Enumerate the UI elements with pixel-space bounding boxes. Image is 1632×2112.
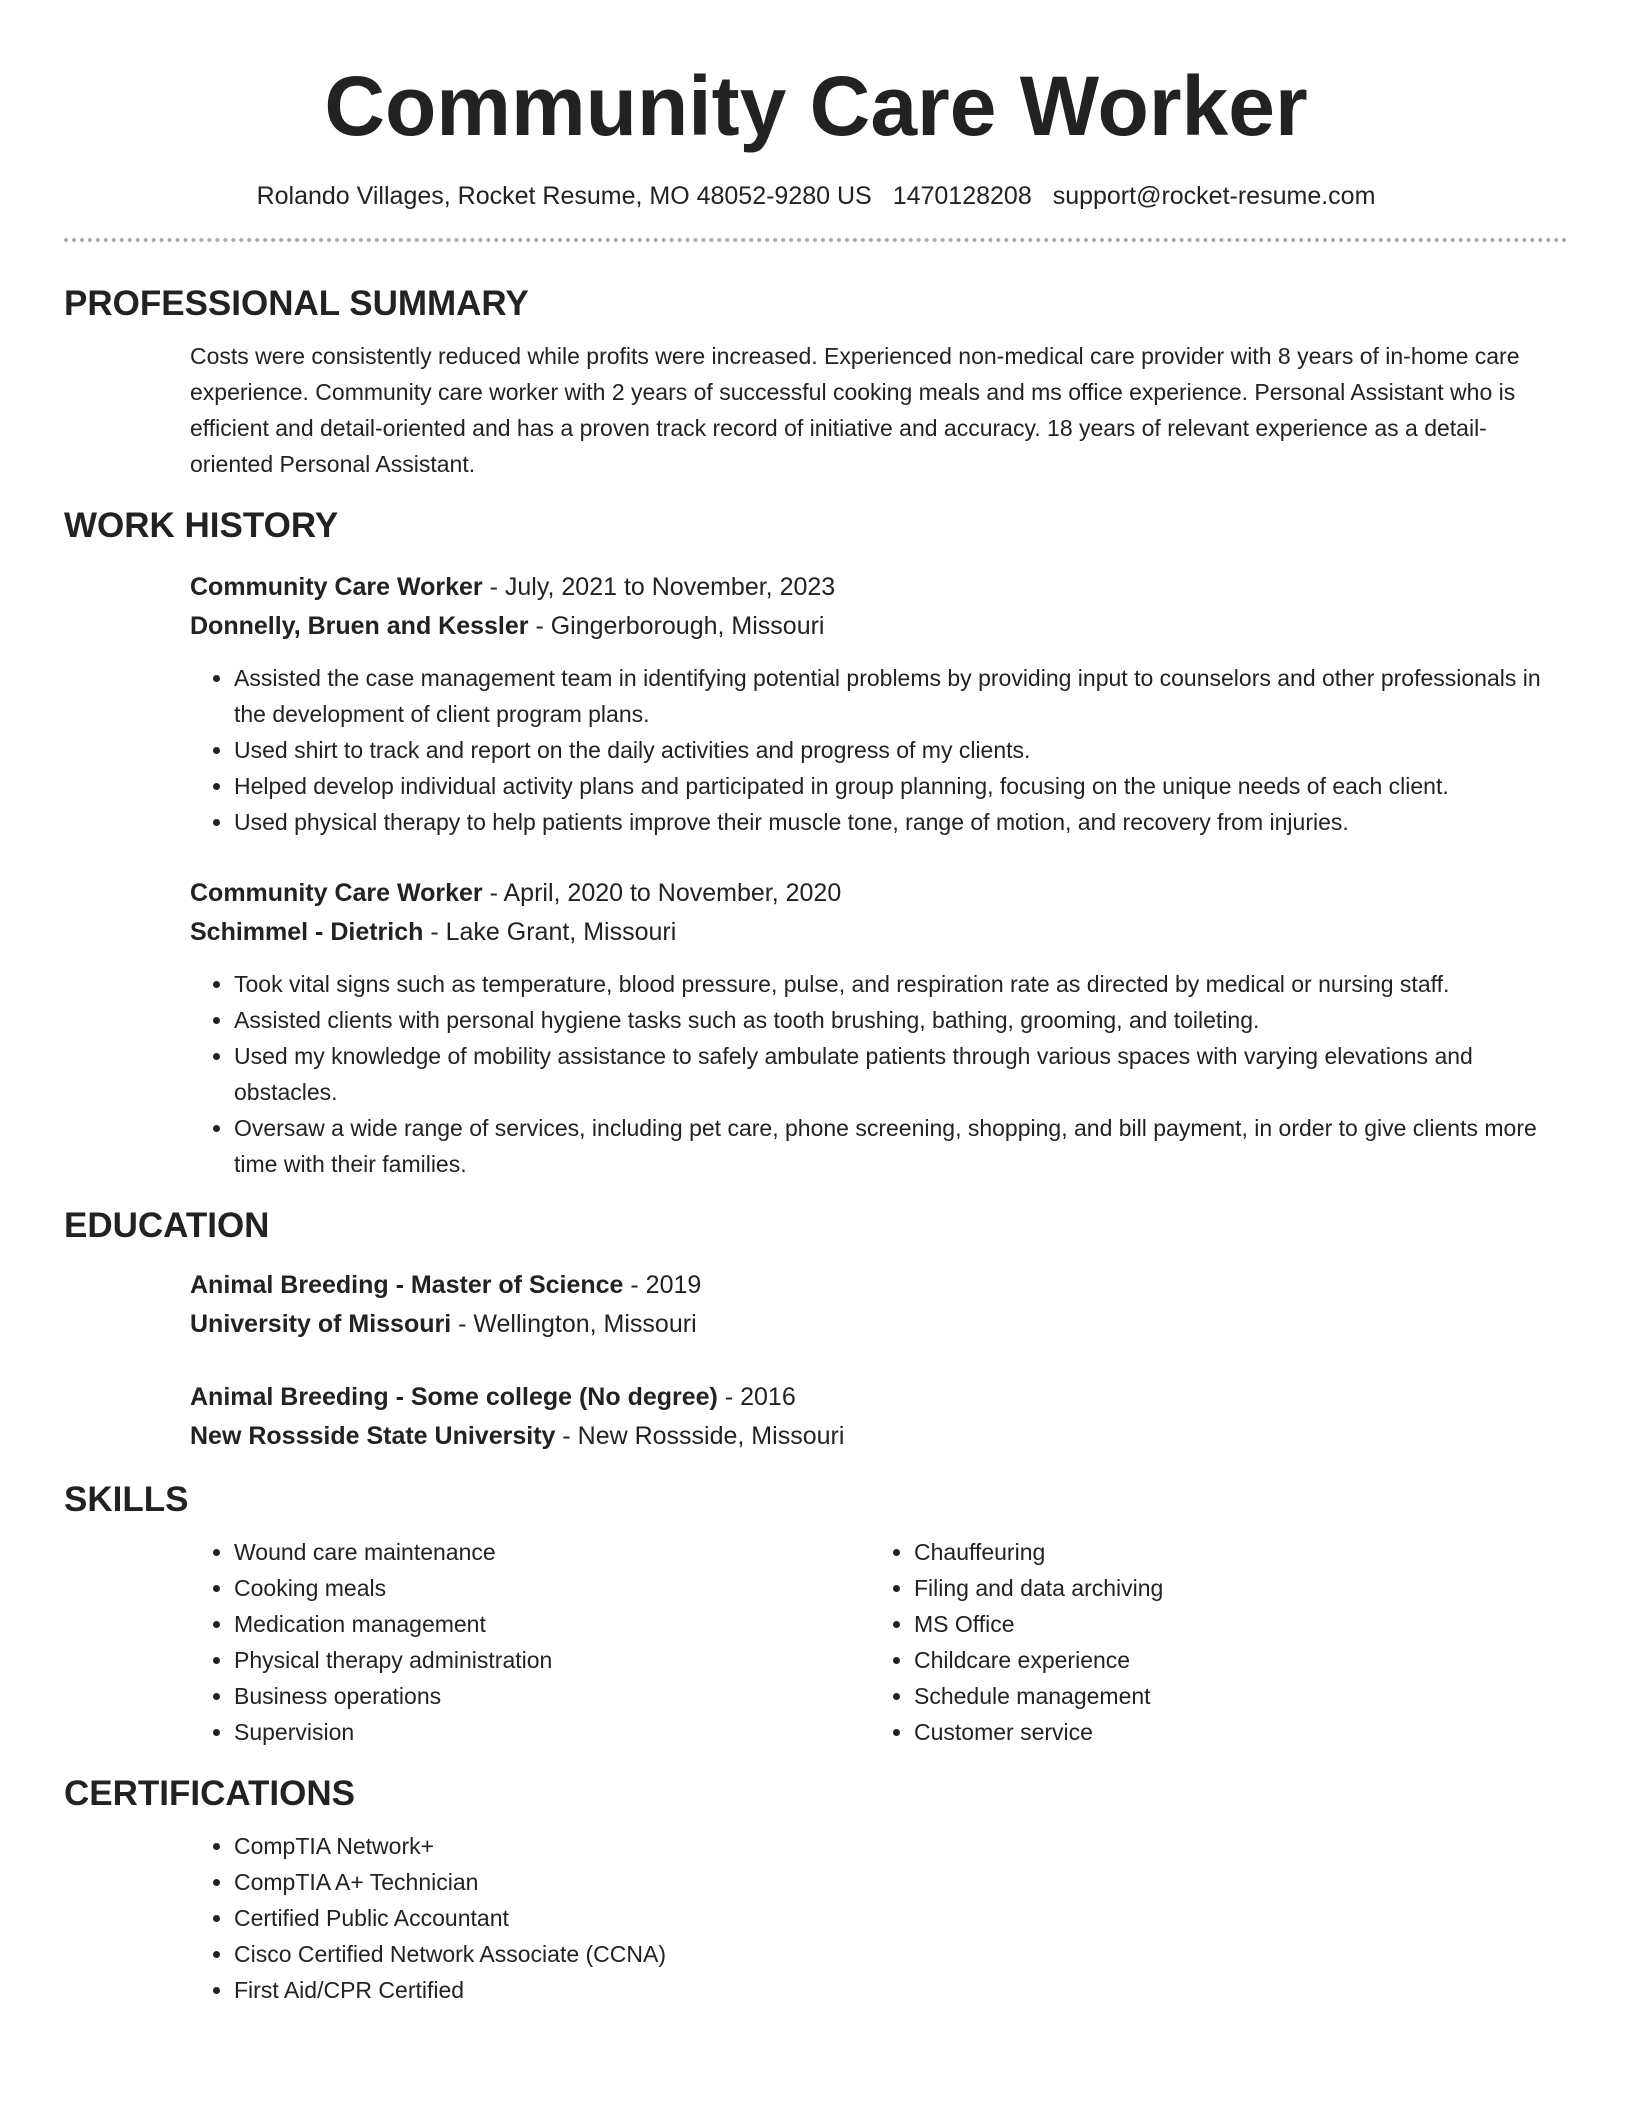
- contact-phone: 1470128208: [892, 182, 1032, 210]
- list-item: • Assisted clients with personal hygiene tasks such as tooth brushing, bathing, grooming, and toileting.: [234, 1002, 1568, 1038]
- list-item: • Schedule management: [914, 1678, 1430, 1714]
- resume-name: Community Care Worker: [324, 59, 1308, 153]
- school-line: [190, 1417, 1568, 1456]
- list-item: • CompTIA Network+: [234, 1828, 1568, 1864]
- list-item: • Cooking meals: [234, 1570, 870, 1606]
- school-name: New Rossside State University: [190, 1422, 556, 1450]
- list-item: • Supervision: [234, 1714, 870, 1750]
- degree-line: [190, 1266, 1568, 1305]
- job-company-line: [190, 607, 1568, 646]
- job-entry: [190, 874, 1568, 1182]
- list-item: • Business operations: [234, 1678, 870, 1714]
- list-item: • Took vital signs such as temperature, blood pressure, pulse, and respiration rate as directed by medical or nursing staff.: [234, 966, 1568, 1002]
- list-item: • Used shirt to track and report on the daily activities and progress of my clients.: [234, 732, 1568, 768]
- contact-line: [64, 180, 1568, 212]
- education-section: [64, 1204, 1568, 1456]
- list-item: • Customer service: [914, 1714, 1430, 1750]
- certifications-section: [64, 1772, 1568, 2008]
- job-location: - Lake Grant, Missouri: [423, 918, 677, 946]
- skills-list-right: [870, 1534, 1430, 1750]
- list-item: • CompTIA A+ Technician: [234, 1864, 1568, 1900]
- job-dates: - July, 2021 to November, 2023: [482, 573, 836, 601]
- job-dates: - April, 2020 to November, 2020: [482, 879, 842, 907]
- job-company-line: [190, 913, 1568, 952]
- contact-email: support@rocket-resume.com: [1052, 182, 1376, 210]
- job-role: Community Care Worker: [190, 573, 483, 601]
- degree: Animal Breeding - Some college (No degree): [190, 1383, 718, 1411]
- job-duties-list: [190, 966, 1568, 1182]
- list-item: • First Aid/CPR Certified: [234, 1972, 1568, 2008]
- degree-year: - 2019: [623, 1271, 702, 1299]
- job-duties-list: [190, 660, 1568, 840]
- list-item: • Filing and data archiving: [914, 1570, 1430, 1606]
- skills-list-left: [190, 1534, 870, 1750]
- job-entry: [190, 568, 1568, 840]
- list-item: • Helped develop individual activity plans and participated in group planning, focusing on the unique needs of each client.: [234, 768, 1568, 804]
- list-item: • Certified Public Accountant: [234, 1900, 1568, 1936]
- job-company: Donnelly, Bruen and Kessler: [190, 612, 529, 640]
- list-item: • Physical therapy administration: [234, 1642, 870, 1678]
- degree-year: - 2016: [717, 1383, 796, 1411]
- work-history-section: [64, 504, 1568, 1182]
- list-item: • Cisco Certified Network Associate (CCNA): [234, 1936, 1568, 1972]
- contact-address: Rolando Villages, Rocket Resume, MO 48052-9280 US: [256, 182, 872, 210]
- summary-text: Costs were consistently reduced while profits were increased. Experienced non-medical care provider with 8 years of in-home care experience. Community care worker with 2 years of successful cooking meals and ms office experience. Personal Assistant who is efficient and detail-oriented and has a proven track record of initiative and accuracy. 18 years of relevant experience as a detail-oriented Personal Assistant.: [190, 343, 1520, 477]
- school-location: - Wellington, Missouri: [451, 1310, 697, 1338]
- list-item: • Used my knowledge of mobility assistance to safely ambulate patients through various spaces with varying elevations and obstacles.: [234, 1038, 1568, 1110]
- job-role: Community Care Worker: [190, 879, 483, 907]
- list-item: • Used physical therapy to help patients improve their muscle tone, range of motion, and recovery from injuries.: [234, 804, 1568, 840]
- school-location: - New Rossside, Missouri: [555, 1422, 845, 1450]
- job-location: - Gingerborough, Missouri: [528, 612, 825, 640]
- school-name: University of Missouri: [190, 1310, 452, 1338]
- job-title-line: [190, 568, 1568, 607]
- degree: Animal Breeding - Master of Science: [190, 1271, 624, 1299]
- summary-section: [64, 282, 1568, 482]
- list-item: • Assisted the case management team in identifying potential problems by providing input to counselors and other professionals in the development of client program plans.: [234, 660, 1568, 732]
- summary-heading: PROFESSIONAL SUMMARY: [64, 284, 529, 323]
- skills-section: [64, 1478, 1568, 1750]
- education-heading: EDUCATION: [64, 1206, 270, 1245]
- list-item: • Wound care maintenance: [234, 1534, 870, 1570]
- header-divider: [64, 238, 1568, 242]
- job-title-line: [190, 874, 1568, 913]
- work-history-heading: WORK HISTORY: [64, 506, 339, 545]
- degree-line: [190, 1378, 1568, 1417]
- list-item: • Oversaw a wide range of services, including pet care, phone screening, shopping, and bill payment, in order to give clients more time with their families.: [234, 1110, 1568, 1182]
- list-item: • MS Office: [914, 1606, 1430, 1642]
- education-entry: [190, 1266, 1568, 1344]
- list-item: • Medication management: [234, 1606, 870, 1642]
- certifications-heading: CERTIFICATIONS: [64, 1774, 356, 1813]
- job-company: Schimmel - Dietrich: [190, 918, 424, 946]
- certifications-list: [190, 1828, 1568, 2008]
- skills-heading: SKILLS: [64, 1480, 189, 1519]
- education-entry: [190, 1378, 1568, 1456]
- school-line: [190, 1305, 1568, 1344]
- list-item: • Chauffeuring: [914, 1534, 1430, 1570]
- list-item: • Childcare experience: [914, 1642, 1430, 1678]
